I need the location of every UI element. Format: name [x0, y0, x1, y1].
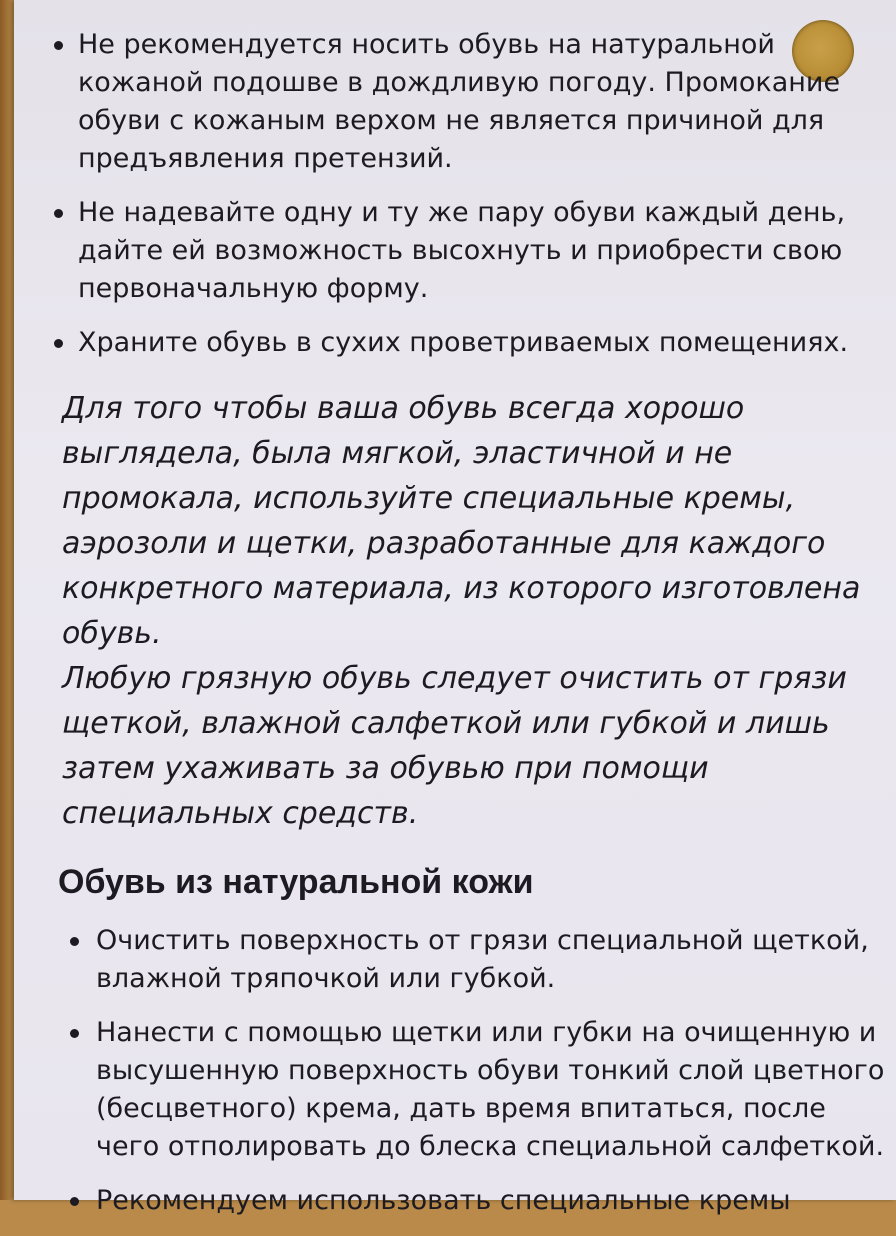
bullet-icon — [54, 41, 63, 50]
care-paragraph: Для того чтобы ваша обувь всегда хорошо выглядела, была мягкой, эластичной и не промокала, используйте специальные кремы, аэрозоли и щетки, разработанные для каждого конкретного материала, из которого изготовлена обувь. — [62, 391, 861, 651]
list-item: Очистить поверхность от грязи специальной щеткой, влажной тряпочкой или губкой. — [52, 922, 892, 998]
care-paragraph: Любую грязную обувь следует очистить от грязи щеткой, влажной салфеткой или губкой и лишь затем ухаживать за обувью при помощи специальных средств. — [62, 661, 847, 831]
list-item: Храните обувь в сухих проветриваемых помещениях. — [52, 324, 892, 362]
list-item: Не надевайте одну и ту же пару обуви каждый день, дайте ей возможность высохнуть и приобрести свою первоначальную форму. — [52, 194, 892, 308]
section-heading: Обувь из натуральной кожи — [58, 863, 534, 901]
bullet-icon — [70, 1197, 79, 1206]
bullet-icon — [54, 209, 63, 218]
care-tips-list — [52, 26, 892, 362]
bullet-icon — [54, 339, 63, 348]
care-paragraph-block — [52, 386, 892, 836]
instruction-card — [14, 0, 896, 1216]
bullet-icon — [70, 1029, 79, 1038]
leather-care-list — [52, 922, 892, 1220]
list-item: Нанести с помощью щетки или губки на очищенную и высушенную поверхность обуви тонкий слой цветного (бесцветного) крема, дать время впитаться, после чего отполировать до блеска специальной салфеткой. — [52, 1014, 892, 1166]
card-content — [52, 26, 892, 1236]
bullet-icon — [70, 937, 79, 946]
list-item: Не рекомендуется носить обувь на натуральной кожаной подошве в дождливую погоду. Промокание обуви с кожаным верхом не является причиной для предъявления претензий. — [52, 26, 892, 178]
list-item: Рекомендуем использовать специальные кремы — [52, 1182, 892, 1220]
